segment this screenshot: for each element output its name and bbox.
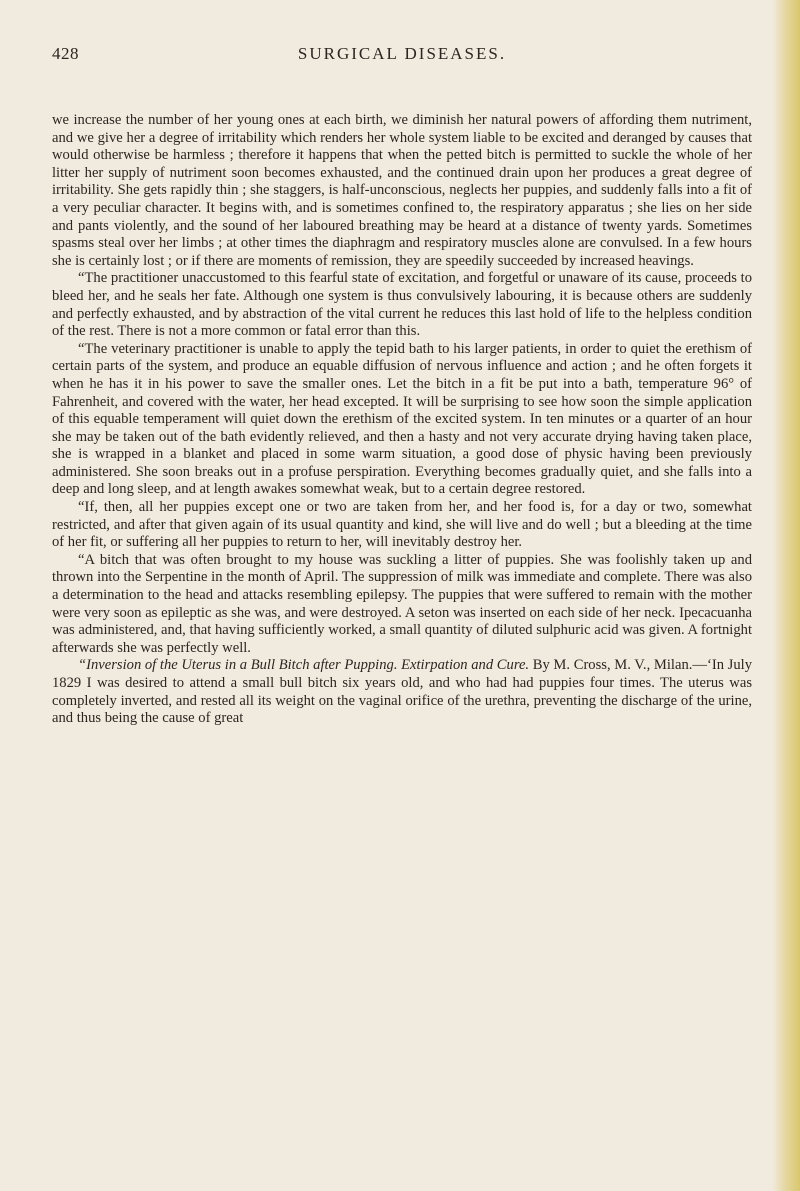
paragraph-4: “If, then, all her puppies except one or two are taken from her, and her food is, for a day or two, somewhat restricted, and after that given again of its usual quantity and kind, she will live and do well ; but a bleeding at the time of her fit, or suffering all her puppies to return to her, will inevitably destroy her. xyxy=(52,499,752,551)
paragraph-6 xyxy=(52,657,752,727)
page-number: 428 xyxy=(52,44,79,63)
paragraph-6-text: By M. Cross, M. V., Milan.—‘In July 1829 I was desired to attend a small bull bitch six years old, and who had had puppies four times. The uterus was completely inverted, and rested all its weight on the vaginal orifice of the urethra, preventing the discharge of the urine, and thus being the cause of great xyxy=(52,657,752,727)
paragraph-2: “The practitioner unaccustomed to this fearful state of excitation, and forgetful or unaware of its cause, proceeds to bleed her, and he seals her fate. Although one system is thus convulsively labouring, it is because others are suddenly and perfectly exhausted, and by abstraction of the vital current he reduces this last hold of life to the helpless condition of the rest. There is not a more common or fatal error than this. xyxy=(52,270,752,340)
body-text xyxy=(52,112,752,728)
paragraph-3: “The veterinary practitioner is unable to apply the tepid bath to his larger patients, in order to quiet the erethism of certain parts of the system, and produce an equable diffusion of nervous influence and action ; and he often forgets it when he has it in his power to save the smaller ones. Let the bitch in a fit be put into a bath, temperature 96° of Fahrenheit, and covered with the water, her head excepted. It will be surprising to see how soon the simple application of this equable temperament will quiet down the erethism of the excited system. In ten minutes or a quarter of an hour she may be taken out of the bath evidently relieved, and then a hasty and not very accurate drying having taken place, she is wrapped in a blanket and placed in some warm situation, a good dose of physic having been previously administered. She soon breaks out in a profuse perspiration. Everything becomes gradually quiet, and she falls into a deep and long sleep, and at length awakes somewhat weak, but to a certain degree restored. xyxy=(52,340,752,498)
page-header xyxy=(52,44,752,68)
page-edge-stain xyxy=(772,0,800,1191)
running-head: SURGICAL DISEASES. xyxy=(297,44,507,63)
paragraph-5: “A bitch that was often brought to my house was suckling a litter of puppies. She was foolishly taken up and thrown into the Serpentine in the month of April. The suppression of milk was immediate and complete. There was also a determination to the head and attacks resembling epilepsy. The puppies that were suffered to remain with the mother were very soon as epileptic as she was, and were destroyed. A seton was inserted on each side of her neck. Ipecacuanha was administered, and, that having sufficiently worked, a small quantity of diluted sulphuric acid was given. A fortnight afterwards she was perfectly well. xyxy=(52,551,752,656)
section-heading-italic: “Inversion of the Uterus in a Bull Bitch after Pupping. Extirpation and Cure. xyxy=(78,657,530,674)
paragraph-1: we increase the number of her young ones at each birth, we diminish her natural powers of affording them nutriment, and we give her a degree of irritability which renders her whole system liable to be excited and deranged by causes that would otherwise be harmless ; therefore it happens that when the petted bitch is permitted to suckle the whole of her litter her supply of nutriment soon becomes exhausted, and the continued drain upon her produces a great degree of irritability. She gets rapidly thin ; she staggers, is half-unconscious, neglects her puppies, and suddenly falls into a fit of a very peculiar character. It begins with, and is sometimes confined to, the respiratory apparatus ; she lies on her side and pants violently, and the sound of her laboured breathing may be heard at a distance of twenty yards. Sometimes spasms steal over her limbs ; at other times the diaphragm and respiratory muscles alone are convulsed. In a few hours she is certainly lost ; or if there are moments of remission, they are speedily succeeded by increased heavings. xyxy=(52,112,752,269)
